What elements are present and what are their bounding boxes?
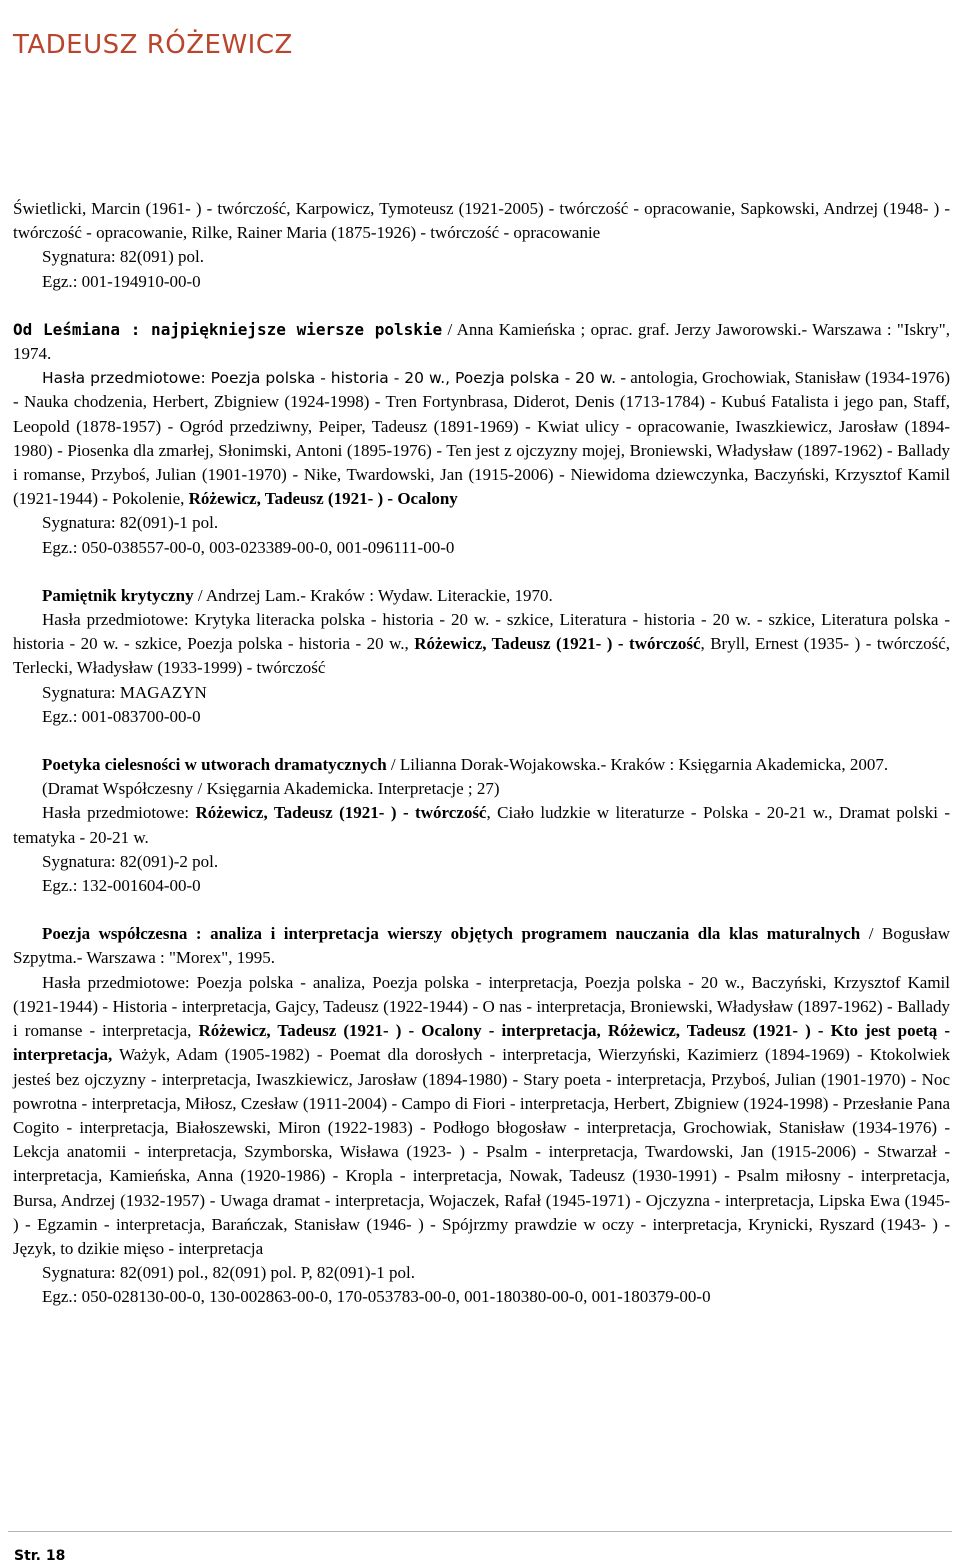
subjects-highlight: Różewicz, Tadeusz (1921- ) - Ocalony: [188, 489, 458, 509]
entry-egz: [13, 1285, 950, 1309]
subjects-label: Hasła przedmiotowe: Poezja polska - historia - 20 w., Poezja polska - 20 w.: [42, 369, 617, 388]
entry-sygnatura: Sygnatura: 82(091) pol.: [42, 247, 204, 267]
egz-link[interactable]: Egz.: [42, 706, 73, 726]
subjects-text: Hasła przedmiotowe:: [42, 803, 196, 823]
entry-heading: [13, 922, 950, 970]
entry-egz: [13, 270, 950, 294]
entry-heading: [13, 584, 950, 608]
entry-series: (Dramat Współczesny / Księgarnia Akademicka. Interpretacje ; 27): [42, 779, 500, 799]
egz-link[interactable]: Egz.: [42, 537, 73, 557]
bibliography-entry: [13, 753, 950, 898]
entry-egz: [13, 705, 950, 729]
egz-link[interactable]: Egz.: [42, 271, 73, 291]
subjects-text: , Ciało ludzkie w literaturze - Polska - 20-21 w., Dramat polski - tematyka - 20-21 w.: [13, 803, 950, 847]
entry-title: Od Leśmiana : najpiękniejsze wiersze polskie: [13, 319, 443, 339]
subjects-text: Ważyk, Adam (1905-1982) - Poemat dla dorosłych - interpretacja, Wierzyński, Kazimierz (1894-1969) - Ktokolwiek jesteś bez ojczyzny - interpretacja, Iwaszkiewicz, Jarosław (1894-1980) - Stary poeta - interpretacja, Przyboś, Julian (1901-1970) - Noc powrotna - interpretacja, Miłosz, Czesław (1911-2004) - Campo di Fiori - interpretacja, Herbert, Zbigniew (1924-1998) - Przesłanie Pana Cogito - interpretacja, Białoszewski, Miron (1922-1983) - Podłogo błogosław - interpretacja, Grochowiak, Stanisław (1934-1976) - Lekcja anatomii - interpretacja, Szymborska, Wisława (1923- ) - Psalm - interpretacja, Twardowski, Jan (1915-2006) - Stwarzał - interpretacja, Kamieńska, Anna (1920-1986) - Kropla - interpretacja, Nowak, Tadeusz (1930-1991) - Psalm miłosny - interpretacja, Bursa, Andrzej (1932-1957) - Uwaga dramat - interpretacja, Wojaczek, Rafał (1945-1971) - Ojczyzna - interpretacja, Lipska Ewa (1945- ) - Egzamin - interpretacja, Barańczak, Stanisław (1946- ) - Spójrzmy prawdzie w oczy - interpretacja, Krynicki, Ryszard (1943- ) - Język, to dzikie mięso - interpretacja: [13, 1045, 950, 1258]
entry-sygnatura: Sygnatura: MAGAZYN: [42, 682, 207, 702]
entry-responsibility: / Anna Kamieńska ; oprac. graf. Jerzy Jaworowski.- Warszawa : "Iskry", 1974.: [13, 319, 950, 364]
entry-subjects: [13, 801, 950, 849]
bibliography-entry: [13, 197, 950, 294]
entry-responsibility: / Bogusław Szpytma.- Warszawa : "Morex", 1995.: [13, 924, 950, 968]
subjects-highlight: Różewicz, Tadeusz (1921- ) - Ocalony - interpretacja, Różewicz, Tadeusz (1921- ) - Kto jest poetą - interpretacja,: [13, 1021, 951, 1065]
entry-subjects: [13, 366, 950, 511]
entry-title: Poetyka cielesności w utworach dramatycznych: [42, 755, 387, 775]
subjects-highlight: Różewicz, Tadeusz (1921- ) - twórczość: [414, 634, 701, 654]
entry-heading: [13, 318, 950, 366]
entry-subjects: [13, 971, 950, 1261]
entry-title: Pamiętnik krytyczny: [42, 585, 194, 605]
egz-value: : 050-028130-00-0, 130-002863-00-0, 170-053783-00-0, 001-180380-00-0, 001-180379-00-0: [72, 1287, 711, 1307]
subjects-text: , Bryll, Ernest (1935- ) - twórczość, Terlecki, Władysław (1933-1999) - twórczość: [13, 634, 950, 678]
bibliography-entry: [13, 922, 950, 1309]
bibliography-entry: [13, 318, 950, 560]
entry-egz: [13, 874, 950, 898]
entry-responsibility: / Andrzej Lam.- Kraków : Wydaw. Literackie, 1970.: [193, 585, 553, 605]
egz-value: : 050-038557-00-0, 003-023389-00-0, 001-096111-00-0: [72, 537, 455, 557]
subjects-text: - antologia, Grochowiak, Stanisław (1934-1976) - Nauka chodzenia, Herbert, Zbigniew (1924-1998) - Tren Fortynbrasa, Diderot, Denis (1713-1784) - Kubuś Fatalista i jego pan, Staff, Leopold (1878-1957) - Ogród przedziwny, Peiper, Tadeusz (1891-1969) - Kwiat ulicy - opracowanie, Iwaszkiewicz, Jarosław (1894-1980) - Piosenka dla zmarłej, Słonimski, Antoni (1895-1976) - Ten jest z ojczyzny mojej, Broniewski, Władysław (1897-1962) - Ballady i romanse, Przyboś, Julian (1901-1970) - Nike, Twardowski, Jan (1915-2006) - Niewidoma dziewczynka, Baczyński, Krzysztof Kamil (1921-1944) - Pokolenie,: [13, 368, 950, 509]
subjects-text: Hasła przedmiotowe: Krytyka literacka polska - historia - 20 w. - szkice, Literatura - historia - 20 w. - szkice, Literatura polska - historia - 20 w. - szkice, Poezja polska - historia - 20 w.,: [13, 610, 950, 654]
subjects-highlight: Różewicz, Tadeusz (1921- ) - twórczość: [195, 803, 487, 823]
page-number: Str. 18: [14, 1548, 66, 1564]
entry-sygnatura: Sygnatura: 82(091)-2 pol.: [42, 851, 219, 871]
entry-egz: [13, 536, 950, 560]
entry-heading: [13, 753, 950, 777]
entry-title: Poezja współczesna : analiza i interpretacja wierszy objętych programem nauczania dla klas maturalnych: [42, 924, 861, 944]
entry-subjects: [13, 608, 950, 681]
egz-value: : 132-001604-00-0: [72, 876, 201, 896]
egz-link[interactable]: Egz.: [42, 876, 73, 896]
entry-sygnatura: Sygnatura: 82(091) pol., 82(091) pol. P, 82(091)-1 pol.: [42, 1263, 416, 1283]
page-title: TADEUSZ RÓŻEWICZ: [13, 30, 293, 60]
entry-subjects: Świetlicki, Marcin (1961- ) - twórczość, Karpowicz, Tymoteusz (1921-2005) - twórczość - opracowanie, Sapkowski, Andrzej (1948- ) - twórczość - opracowanie, Rilke, Rainer Maria (1875-1926) - twórczość - opracowanie: [13, 199, 950, 243]
entry-sygnatura: Sygnatura: 82(091)-1 pol.: [42, 513, 219, 533]
bibliography-list: [13, 197, 950, 1310]
egz-value: : 001-083700-00-0: [72, 706, 201, 726]
footer-divider: [8, 1531, 952, 1532]
subjects-text: Hasła przedmiotowe: Poezja polska - analiza, Poezja polska - interpretacja, Poezja polska - 20 w., Baczyński, Krzysztof Kamil (1921-1944) - Historia - interpretacja, Gajcy, Tadeusz (1922-1944) - O nas - interpretacja, Broniewski, Władysław (1897-1962) - Ballady i romanse - interpretacja,: [13, 972, 950, 1041]
egz-value: : 001-194910-00-0: [72, 271, 201, 291]
bibliography-entry: [13, 584, 950, 729]
egz-link[interactable]: Egz.: [42, 1287, 73, 1307]
entry-responsibility: / Lilianna Dorak-Wojakowska.- Kraków : Księgarnia Akademicka, 2007.: [386, 755, 889, 775]
